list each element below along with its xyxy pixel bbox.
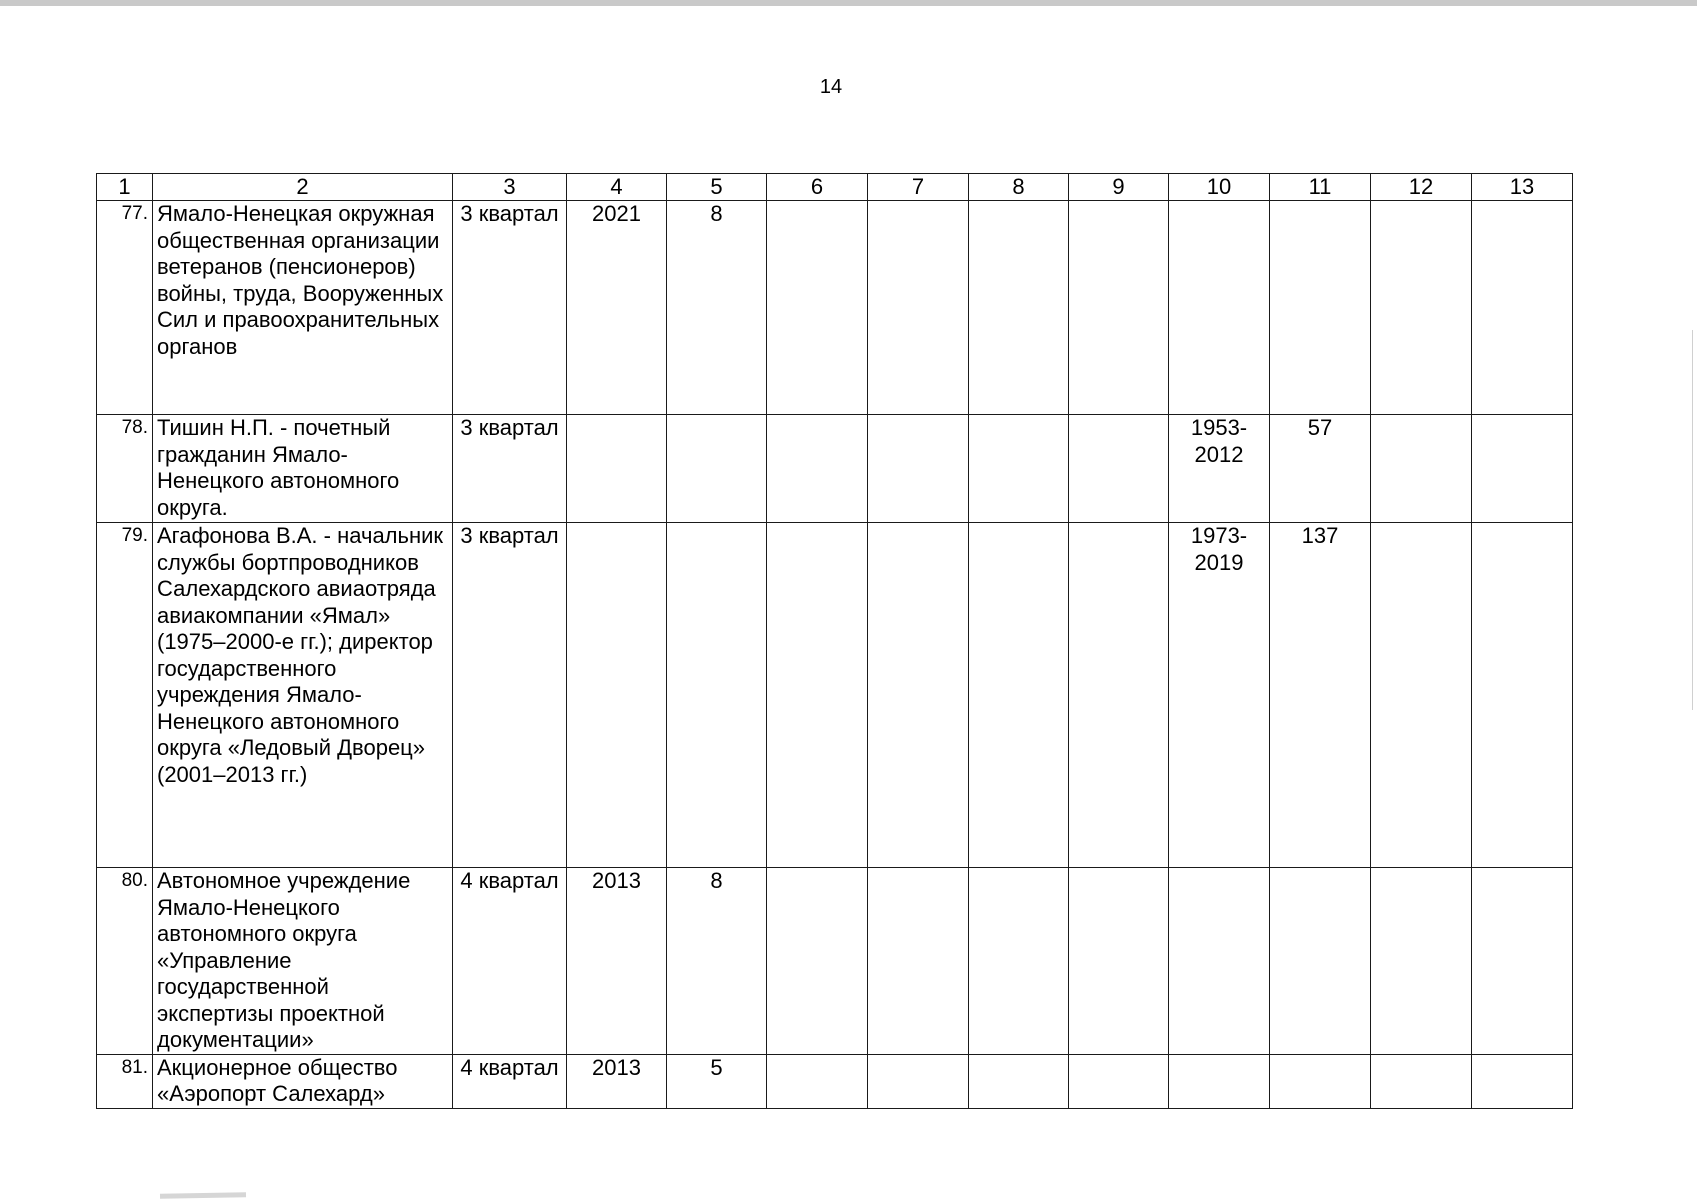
- row-name: Акционерное общество «Аэропорт Салехард»: [153, 1054, 453, 1108]
- cell-col4: 2013: [567, 1054, 667, 1108]
- cell-col12: [1371, 868, 1472, 1055]
- column-header: 13: [1472, 174, 1573, 201]
- column-header: 5: [667, 174, 767, 201]
- cell-col13: [1472, 1054, 1573, 1108]
- cell-col4: [567, 523, 667, 868]
- cell-col5: [667, 415, 767, 523]
- cell-col13: [1472, 201, 1573, 415]
- cell-col7: [868, 415, 969, 523]
- column-header: 11: [1270, 174, 1371, 201]
- cell-col13: [1472, 868, 1573, 1055]
- cell-col7: [868, 1054, 969, 1108]
- table-row: [97, 415, 1573, 523]
- column-header: 4: [567, 174, 667, 201]
- cell-col10: [1169, 1054, 1270, 1108]
- cell-col8: [969, 415, 1069, 523]
- cell-col11: 57: [1270, 415, 1371, 523]
- table-row: [97, 523, 1573, 868]
- row-name: Агафонова В.А. - начальник службы бортпроводников Салехардского авиаотряда авиакомпании «Ямал» (1975–2000-е гг.); директор государственного учреждения Ямало-Ненецкого автономного округа «Ледовый Дворец» (2001–2013 гг.): [153, 523, 453, 868]
- cell-col10: [1169, 868, 1270, 1055]
- scan-smudge: [160, 1192, 246, 1199]
- cell-col5: 5: [667, 1054, 767, 1108]
- cell-col11: 137: [1270, 523, 1371, 868]
- cell-col4: [567, 415, 667, 523]
- cell-col12: [1371, 201, 1472, 415]
- row-name: Ямало-Ненецкая окружная общественная организации ветеранов (пенсионеров) войны, труда, Вооруженных Сил и правоохранительных органов: [153, 201, 453, 415]
- cell-col3: 4 квартал: [453, 1054, 567, 1108]
- row-number: 78.: [97, 415, 153, 523]
- cell-col7: [868, 868, 969, 1055]
- scan-right-edge: [1692, 330, 1693, 710]
- row-number: 77.: [97, 201, 153, 415]
- cell-col6: [767, 201, 868, 415]
- cell-col8: [969, 523, 1069, 868]
- cell-col5: 8: [667, 201, 767, 415]
- table-row: [97, 1054, 1573, 1108]
- cell-col4: 2013: [567, 868, 667, 1055]
- row-name: Тишин Н.П. - почетный гражданин Ямало-Ненецкого автономного округа.: [153, 415, 453, 523]
- cell-col3: 3 квартал: [453, 523, 567, 868]
- cell-col7: [868, 201, 969, 415]
- cell-col8: [969, 201, 1069, 415]
- column-header: 7: [868, 174, 969, 201]
- cell-col9: [1069, 415, 1169, 523]
- cell-col10: [1169, 201, 1270, 415]
- cell-col6: [767, 868, 868, 1055]
- cell-col3: 3 квартал: [453, 415, 567, 523]
- cell-col5: [667, 523, 767, 868]
- cell-col11: [1270, 201, 1371, 415]
- scan-top-edge: [0, 0, 1697, 6]
- cell-col8: [969, 1054, 1069, 1108]
- cell-col11: [1270, 868, 1371, 1055]
- cell-col11: [1270, 1054, 1371, 1108]
- row-number: 79.: [97, 523, 153, 868]
- column-header: 9: [1069, 174, 1169, 201]
- cell-col12: [1371, 523, 1472, 868]
- column-header: 8: [969, 174, 1069, 201]
- table-row: [97, 201, 1573, 415]
- cell-col6: [767, 415, 868, 523]
- column-header: 1: [97, 174, 153, 201]
- cell-col5: 8: [667, 868, 767, 1055]
- column-header: 3: [453, 174, 567, 201]
- page-number: 14: [819, 76, 843, 98]
- row-name: Автономное учреждение Ямало-Ненецкого автономного округа «Управление государственной экспертизы проектной документации»: [153, 868, 453, 1055]
- cell-col6: [767, 1054, 868, 1108]
- register-table: [96, 173, 1573, 1109]
- cell-col13: [1472, 523, 1573, 868]
- column-header: 2: [153, 174, 453, 201]
- cell-col10: 1953-2012: [1169, 415, 1270, 523]
- cell-col3: 3 квартал: [453, 201, 567, 415]
- cell-col4: 2021: [567, 201, 667, 415]
- cell-col9: [1069, 201, 1169, 415]
- header-row: [97, 174, 1573, 201]
- cell-col13: [1472, 415, 1573, 523]
- table-row: [97, 868, 1573, 1055]
- cell-col9: [1069, 523, 1169, 868]
- cell-col8: [969, 868, 1069, 1055]
- column-header: 12: [1371, 174, 1472, 201]
- cell-col12: [1371, 415, 1472, 523]
- cell-col7: [868, 523, 969, 868]
- cell-col3: 4 квартал: [453, 868, 567, 1055]
- cell-col9: [1069, 1054, 1169, 1108]
- cell-col9: [1069, 868, 1169, 1055]
- row-number: 80.: [97, 868, 153, 1055]
- cell-col12: [1371, 1054, 1472, 1108]
- column-header: 10: [1169, 174, 1270, 201]
- column-header: 6: [767, 174, 868, 201]
- row-number: 81.: [97, 1054, 153, 1108]
- cell-col6: [767, 523, 868, 868]
- cell-col10: 1973-2019: [1169, 523, 1270, 868]
